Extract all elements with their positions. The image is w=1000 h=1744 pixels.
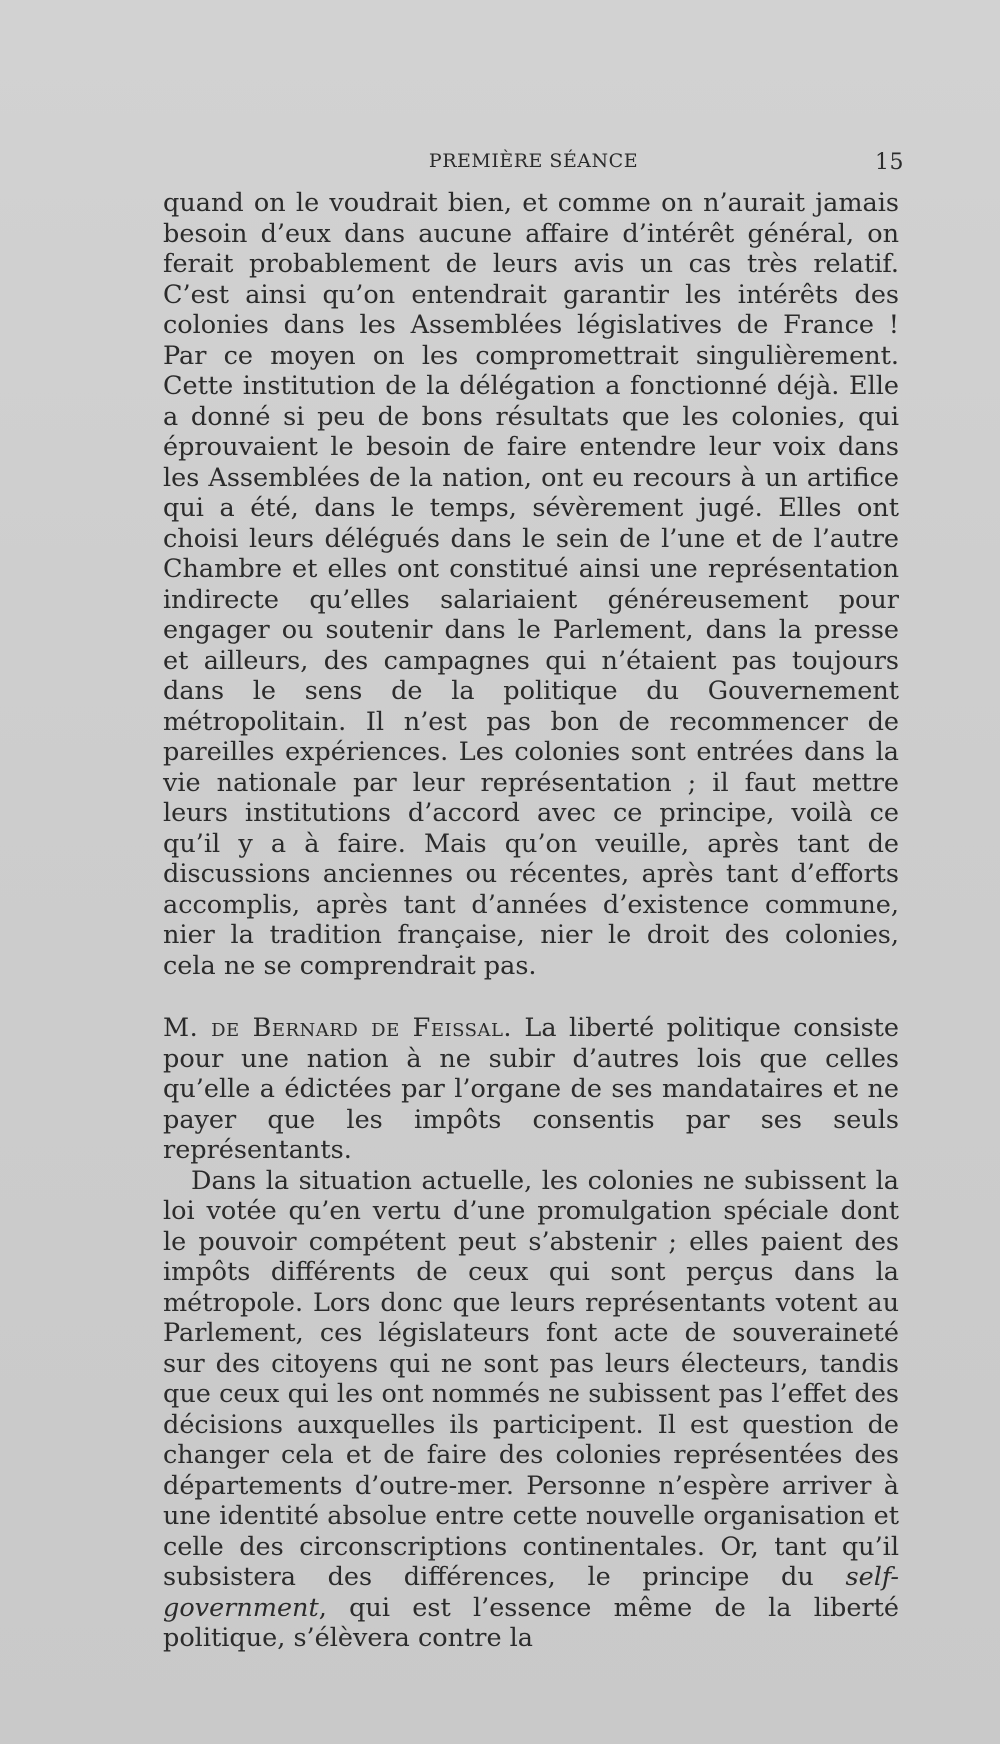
speaker-name: M. de Bernard de Feissal.	[163, 1013, 513, 1043]
speech-text-part-1: Dans la situation actuelle, les colonies ne subissent la loi votée qu’en vertu d’une promulgation spéciale dont le pouvoir compétent peut s’abstenir ; elles paient des impôts différents de ceux qui sont perçus dans la métropole. Lors donc que leurs représentants votent au Parlement, ces législateurs font acte de souveraineté sur des citoyens qui ne sont pas leurs électeurs, tandis que ceux qui les ont nommés ne subissent pas l’effet des décisions auxquelles ils participent. Il est question de changer cela et de faire des colonies représentées des départements d’outre-mer. Personne n’espère arriver à une identité absolue entre cette nouvelle organisation et celle des circonscriptions continentales. Or, tant qu’il subsistera des différences, le principe du	[163, 1165, 899, 1592]
paragraph-continuation: quand on le voudrait bien, et comme on n’aurait jamais besoin d’eux dans aucune affaire d’intérêt général, on ferait probablement de leurs avis un cas très relatif. C’est ainsi qu’on entendrait garantir les intérêts des colonies dans les Assemblées législatives de France ! Par ce moyen on les compromettrait singulièrement. Cette institution de la délégation a fonctionné déjà. Elle a donné si peu de bons résultats que les colonies, qui éprouvaient le besoin de faire entendre leur voix dans les Assemblées de la nation, ont eu recours à un artifice qui a été, dans le temps, sévèrement jugé. Elles ont choisi leurs délégués dans le sein de l’une et de l’autre Chambre et elles ont constitué ainsi une représentation indirecte qu’elles salariaient généreusement pour engager ou soutenir dans le Parlement, dans la presse et ailleurs, des campagnes qui n’étaient pas toujours dans le sens de la politique du Gouvernement métropolitain. Il n’est pas bon de recommencer de pareilles expériences. Les colonies sont entrées dans la vie nationale par leur représentation ; il faut mettre leurs institutions d’accord avec ce principe, voilà ce qu’il y a à faire. Mais qu’on veuille, après tant de discussions anciennes ou récentes, après tant d’efforts accomplis, après tant d’années d’existence commune, nier la tradition française, nier le droit des colonies, cela ne se comprendrait pas.	[163, 188, 899, 981]
speech-text: La liberté politique consiste pour une nation à ne subir d’autres lois que celles qu’elle a édictées par l’organe de ses mandataires et ne payer que les impôts consentis par ses seuls représentants.	[163, 1013, 899, 1165]
italic-term: self-government	[163, 1562, 899, 1623]
paragraph-speech	[163, 1013, 899, 1166]
speech-text-part-2: , qui est l’essence même de la liberté politique, s’élèvera contre la	[163, 1592, 899, 1653]
running-title: PREMIÈRE SÉANCE	[428, 150, 639, 172]
page-number: 15	[875, 150, 904, 175]
paragraph-speech-continued	[163, 1166, 899, 1654]
page-body	[163, 188, 899, 1654]
running-head	[163, 150, 904, 176]
